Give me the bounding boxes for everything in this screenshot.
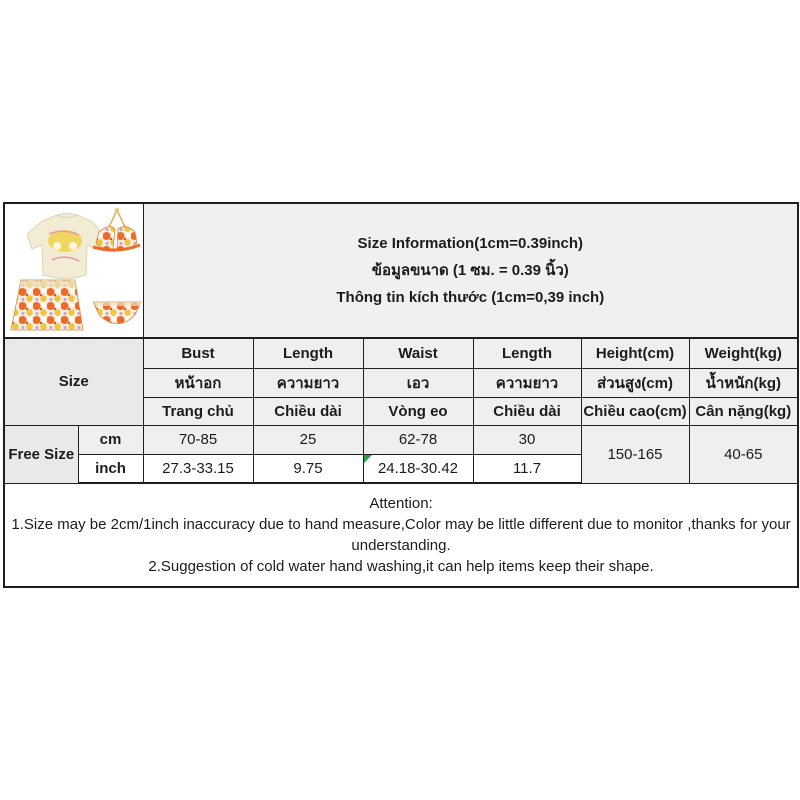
- waist-cm-value: 62-78: [363, 425, 473, 454]
- col-header-length2-en: Length: [473, 338, 581, 368]
- length2-inch-value: 11.7: [473, 454, 581, 483]
- length2-cm-value: 30: [473, 425, 581, 454]
- col-header-length2-vi: Chiều dài: [473, 397, 581, 425]
- row-label-free-size: Free Size: [4, 425, 78, 483]
- attention-note-1: 1.Size may be 2cm/1inch inaccuracy due to hand measure,Color may be little different due to monitor ,thanks for your understanding.: [11, 516, 791, 554]
- size-table: [3, 202, 799, 588]
- attention-note-2: 2.Suggestion of cold water hand washing,it can help items keep their shape.: [148, 558, 654, 575]
- col-header-length1-th: ความยาว: [253, 368, 363, 397]
- skirt-shape: [11, 280, 83, 330]
- size-chart-sheet: [3, 202, 797, 588]
- size-info-title-cell: [143, 203, 798, 338]
- col-header-length2-th: ความยาว: [473, 368, 581, 397]
- bikini-bottom-shape: [93, 302, 141, 324]
- size-info-title-th: ข้อมูลขนาด (1 ซม. = 0.39 นิ้ว): [371, 262, 569, 279]
- col-header-bust-th: หน้าอก: [143, 368, 253, 397]
- col-header-length1-vi: Chiều dài: [253, 397, 363, 425]
- product-photo-cell: [4, 203, 143, 338]
- col-header-weight-en: Weight(kg): [689, 338, 798, 368]
- length1-inch-value: 9.75: [253, 454, 363, 483]
- green-corner-marker-icon: [364, 455, 372, 463]
- bust-cm-value: 70-85: [143, 425, 253, 454]
- size-info-title-vi: Thông tin kích thước (1cm=0,39 inch): [336, 289, 605, 306]
- unit-inch-label: inch: [78, 454, 143, 483]
- col-header-height-th: ส่วนสูง(cm): [581, 368, 689, 397]
- col-header-height-vi: Chiều cao(cm): [581, 397, 689, 425]
- size-info-title-en: Size Information(1cm=0.39inch): [357, 235, 584, 252]
- col-header-bust-vi: Trang chủ: [143, 397, 253, 425]
- bust-inch-value: 27.3-33.15: [143, 454, 253, 483]
- attention-note-cell: [4, 483, 798, 587]
- col-header-bust-en: Bust: [143, 338, 253, 368]
- size-header-label: Size: [4, 338, 143, 425]
- col-header-length1-en: Length: [253, 338, 363, 368]
- length1-cm-value: 25: [253, 425, 363, 454]
- col-header-waist-th: เอว: [363, 368, 473, 397]
- col-header-waist-vi: Vòng eo: [363, 397, 473, 425]
- col-header-weight-vi: Cân nặng(kg): [689, 397, 798, 425]
- height-range-value: 150-165: [581, 425, 689, 483]
- waist-inch-value: [363, 454, 473, 483]
- unit-cm-label: cm: [78, 425, 143, 454]
- bikini-top-shape: [93, 208, 140, 250]
- tee-shape: [27, 214, 102, 279]
- swimsuit-set-illustration: [5, 204, 142, 337]
- waist-inch-text: 24.18-30.42: [377, 459, 459, 477]
- attention-title: Attention:: [369, 495, 433, 512]
- col-header-waist-en: Waist: [363, 338, 473, 368]
- weight-range-value: 40-65: [689, 425, 798, 483]
- col-header-weight-th: น้ำหนัก(kg): [689, 368, 798, 397]
- product-photo: [5, 204, 142, 337]
- col-header-height-en: Height(cm): [581, 338, 689, 368]
